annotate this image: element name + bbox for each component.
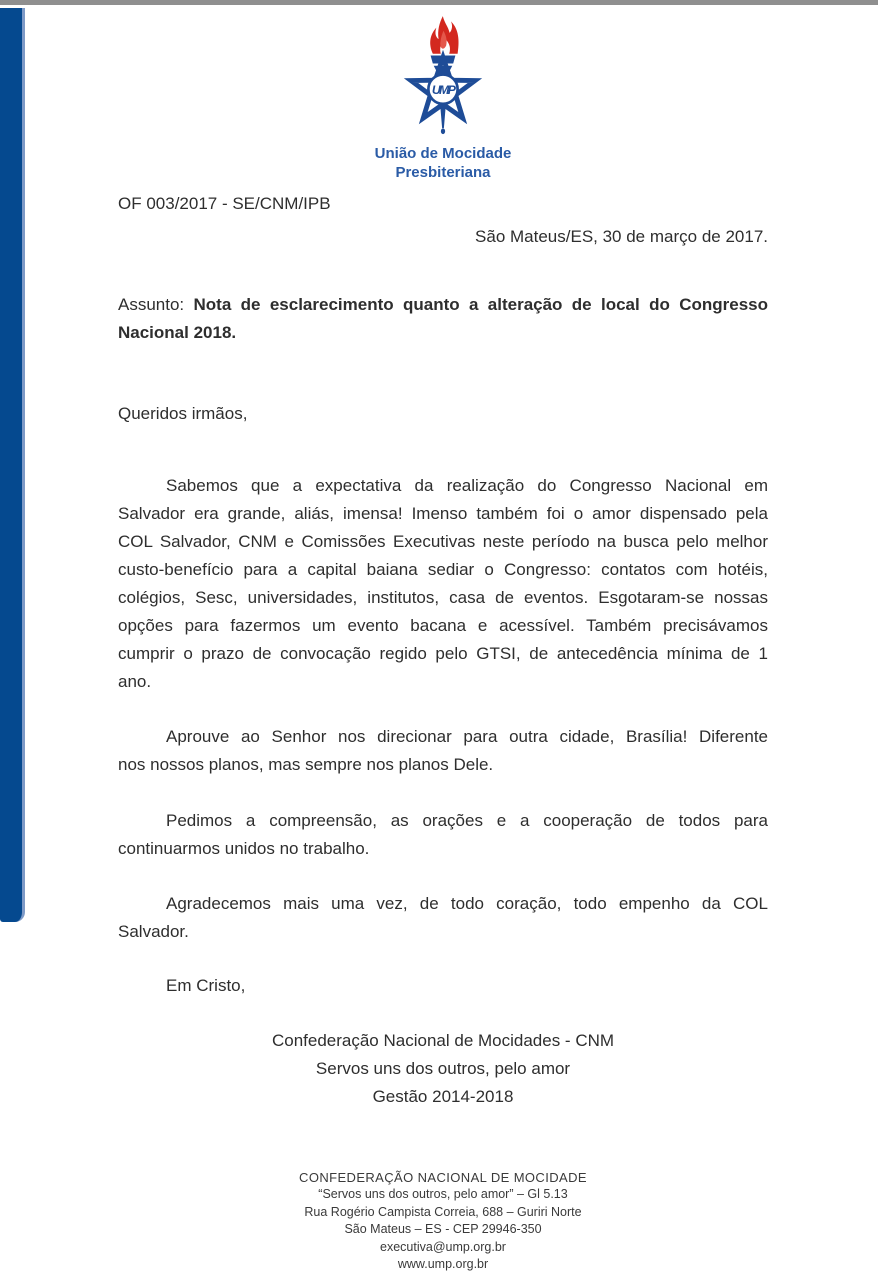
body-line: cumprir o prazo de convocação regido pelo GTSI, de antecedência mínima de 1 <box>118 644 768 663</box>
body-line: Pedimos a compreensão, as orações e a cooperação de todos para <box>166 811 768 830</box>
body-line: colégios, Sesc, universidades, institutos, casa de eventos. Esgotaram-se nossas <box>118 588 768 607</box>
ump-logo-icon <box>400 13 486 137</box>
subject-bold-1: Nota de esclarecimento quanto a alteração de local do Congresso <box>193 295 768 314</box>
body-line: opções para fazermos um evento bacana e acessível. Também precisávamos <box>118 616 768 635</box>
signature-org: Confederação Nacional de Mocidades - CNM <box>271 1031 615 1050</box>
body-line: continuarmos unidos no trabalho. <box>118 839 370 858</box>
subject-block <box>118 291 768 347</box>
body-line: Agradecemos mais uma vez, de todo coração, todo empenho da COL <box>166 894 768 913</box>
reference-number: OF 003/2017 - SE/CNM/IPB <box>118 194 331 213</box>
paragraph-1 <box>118 472 768 696</box>
body-line: nos nossos planos, mas sempre nos planos Dele. <box>118 755 494 774</box>
body-line: ano. <box>118 672 152 691</box>
footer-email: executiva@ump.org.br <box>380 1239 506 1254</box>
body-line: Aprouve ao Senhor nos direcionar para outra cidade, Brasília! Diferente <box>166 727 768 746</box>
salutation: Queridos irmãos, <box>118 404 248 423</box>
torch-cup-rim <box>431 56 456 64</box>
body-line: custo-benefício para a capital baiana sediar o Congresso: contatos com hotéis, <box>118 560 768 579</box>
letter-footer <box>118 1169 768 1274</box>
torch-handle-tip <box>441 128 445 134</box>
torch-handle <box>440 102 446 129</box>
footer-address: Rua Rogério Campista Correia, 688 – Guriri Norte <box>304 1204 582 1219</box>
signature-motto: Servos uns dos outros, pelo amor <box>315 1059 571 1078</box>
body-line: COL Salvador, CNM e Comissões Executivas neste período na busca pelo melhor <box>118 532 768 551</box>
closing: Em Cristo, <box>166 976 246 995</box>
paragraph-3 <box>118 807 768 863</box>
paragraph-4 <box>118 890 768 946</box>
subject-line-2 <box>118 319 768 347</box>
body-line: Salvador. <box>118 922 189 941</box>
monogram-text: UMP <box>431 83 455 98</box>
body-line: Salvador era grande, aliás, imensa! Imenso também foi o amor dispensado pela <box>118 504 768 523</box>
body-line: Sabemos que a expectativa da realização do Congresso Nacional em <box>166 476 768 495</box>
signature-block <box>118 1027 768 1111</box>
footer-city-cep: São Mateus – ES - CEP 29946-350 <box>344 1222 542 1236</box>
subject-bold-2: Nacional 2018. <box>118 323 237 342</box>
subject-line-1 <box>118 291 768 319</box>
dateline: São Mateus/ES, 30 de março de 2017. <box>475 227 768 246</box>
signature-term: Gestão 2014-2018 <box>372 1087 514 1106</box>
footer-motto: “Servos uns dos outros, pelo amor” – Gl 5.13 <box>318 1187 568 1201</box>
org-caption-line1: União de Mocidade <box>374 145 512 162</box>
footer-website: www.ump.org.br <box>397 1257 489 1271</box>
footer-org-name: CONFEDERAÇÃO NACIONAL DE MOCIDADE <box>299 1170 587 1185</box>
org-caption-line2: Presbiteriana <box>395 164 491 181</box>
subject-label: Assunto: <box>118 295 185 314</box>
left-accent-bar <box>0 8 25 922</box>
paragraph-2 <box>118 723 768 779</box>
letter-page <box>118 0 768 1274</box>
letterhead <box>118 13 768 182</box>
